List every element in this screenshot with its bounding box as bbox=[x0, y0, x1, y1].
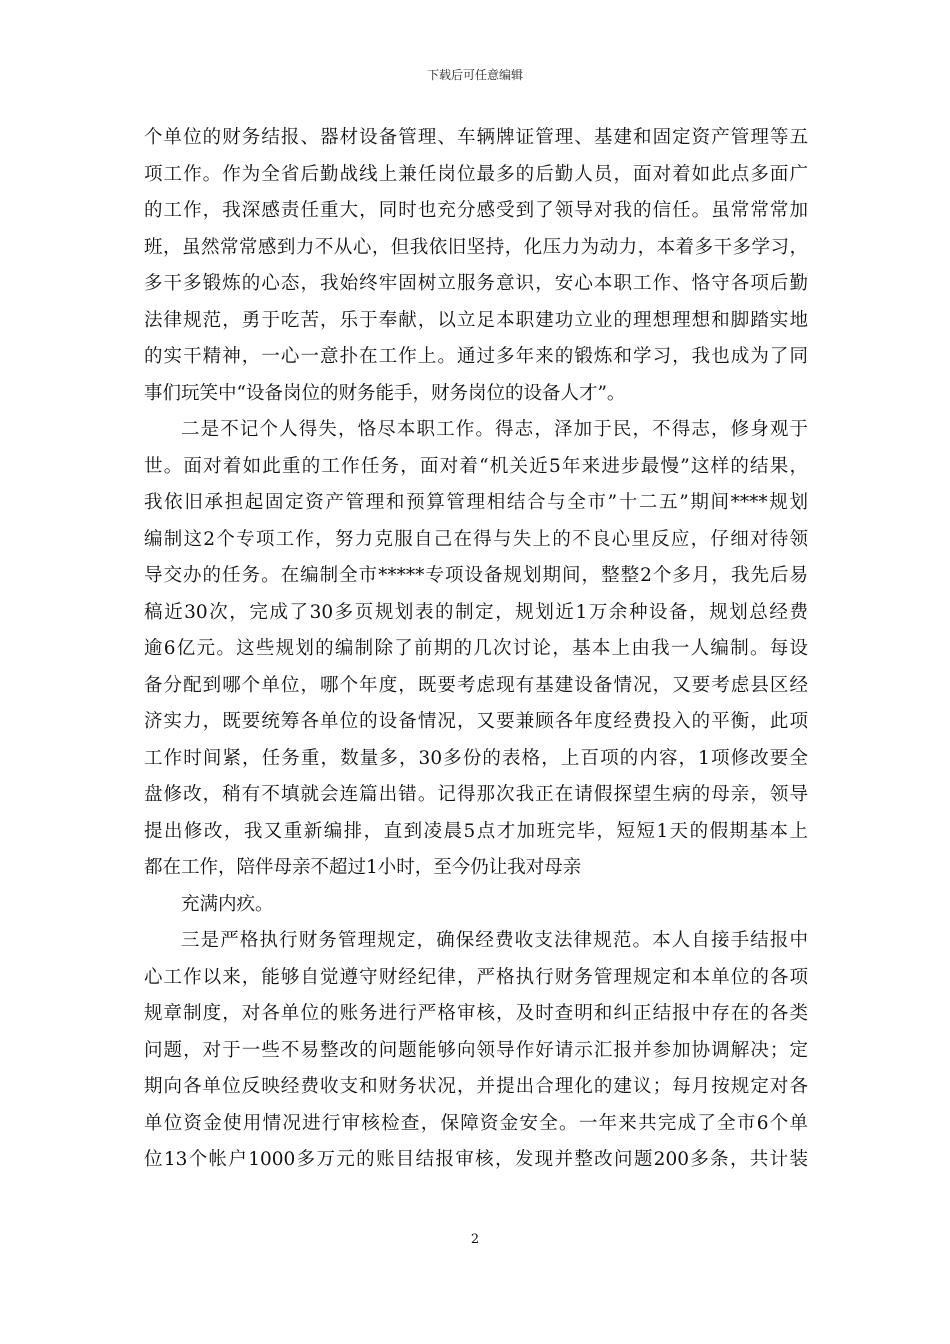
text-line: 法律规范，勇于吃苦，乐于奉献，以立足本职建功立业的理想理想和脚踏实地 bbox=[144, 309, 808, 331]
text-line: 提出修改，我又重新编排，直到凌晨5点才加班完毕，短短1天的假期基本上 bbox=[144, 820, 808, 842]
text-line: 单位资金使用情况进行审核检查，保障资金安全。一年来共完成了全市6个单 bbox=[144, 1112, 808, 1134]
text-line: 班，虽然常常感到力不从心，但我依旧坚持，化压力为动力，本着多干多学习， bbox=[144, 236, 808, 258]
text-line: 位13个帐户1000多万元的账目结报审核，发现并整改问题200多条，共计装 bbox=[144, 1149, 808, 1170]
text-line: 都在工作，陪伴母亲不超过1小时，至今仍让我对母亲 bbox=[144, 857, 582, 878]
text-line: 稿近30次，完成了30多页规划表的制定，规划近1万余种设备，规划总经费 bbox=[144, 601, 808, 623]
text-line: 多干多锻炼的心态，我始终牢固树立服务意识，安心本职工作、恪守各项后勤 bbox=[144, 273, 808, 294]
text-line: 二是不记个人得失，恪尽本职工作。得志，泽加于民，不得志，修身观于 bbox=[181, 419, 808, 440]
text-line: 的实干精神，一心一意扑在工作上。通过多年来的锻炼和学习，我也成为了同 bbox=[144, 346, 808, 367]
text-line: 编制这2个专项工作，努力克服自己在得与失上的不良心里反应，仔细对待领 bbox=[144, 528, 808, 550]
body-text bbox=[144, 120, 808, 1179]
page-number: 2 bbox=[470, 1232, 480, 1247]
text-line: 工作时间紧，任务重，数量多，30多份的表格，上百项的内容，1项修改要全 bbox=[144, 747, 808, 769]
text-line: 我依旧承担起固定资产管理和预算管理相结合与全市”十二五”期间****规划 bbox=[144, 492, 808, 513]
text-line: 规章制度，对各单位的账务进行严格审核，及时查明和纠正结报中存在的各类 bbox=[144, 1003, 808, 1024]
text-line: 项工作。作为全省后勤战线上兼任岗位最多的后勤人员，面对着如此点多面广 bbox=[144, 163, 808, 185]
text-line: 充满内疚。 bbox=[181, 893, 274, 915]
text-line: 导交办的任务。在编制全市*****专项设备规划期间，整整2个多月，我先后易 bbox=[144, 565, 808, 586]
text-line: 逾6亿元。这些规划的编制除了前期的几次讨论，基本上由我一人编制。每设 bbox=[144, 638, 808, 659]
text-line: 事们玩笑中“设备岗位的财务能手，财务岗位的设备人才”。 bbox=[144, 382, 626, 404]
text-line: 个单位的财务结报、器材设备管理、车辆牌证管理、基建和固定资产管理等五 bbox=[144, 127, 808, 148]
text-line: 备分配到哪个单位，哪个年度，既要考虑现有基建设备情况，又要考虑县区经 bbox=[144, 674, 808, 696]
text-line: 盘修改，稍有不填就会连篇出错。记得那次我正在请假探望生病的母亲，领导 bbox=[144, 784, 808, 805]
text-line: 的工作，我深感责任重大，同时也充分感受到了领导对我的信任。虽常常常加 bbox=[144, 200, 808, 221]
text-line: 期向各单位反映经费收支和财务状况，并提出合理化的建议；每月按规定对各 bbox=[144, 1076, 808, 1097]
text-line: 心工作以来，能够自觉遵守财经纪律，严格执行财务管理规定和本单位的各项 bbox=[144, 966, 808, 988]
text-line: 济实力，既要统筹各单位的设备情况，又要兼顾各年度经费投入的平衡，此项 bbox=[144, 711, 808, 732]
text-line: 三是严格执行财务管理规定，确保经费收支法律规范。本人自接手结报中 bbox=[181, 930, 808, 951]
text-line: 问题，对于一些不易整改的问题能够向领导作好请示汇报并参加协调解决；定 bbox=[144, 1039, 808, 1061]
text-line: 世。面对着如此重的工作任务，面对着“机关近5年来进步最慢”这样的结果， bbox=[144, 455, 808, 477]
page-header: 下载后可任意编辑 bbox=[426, 68, 523, 82]
